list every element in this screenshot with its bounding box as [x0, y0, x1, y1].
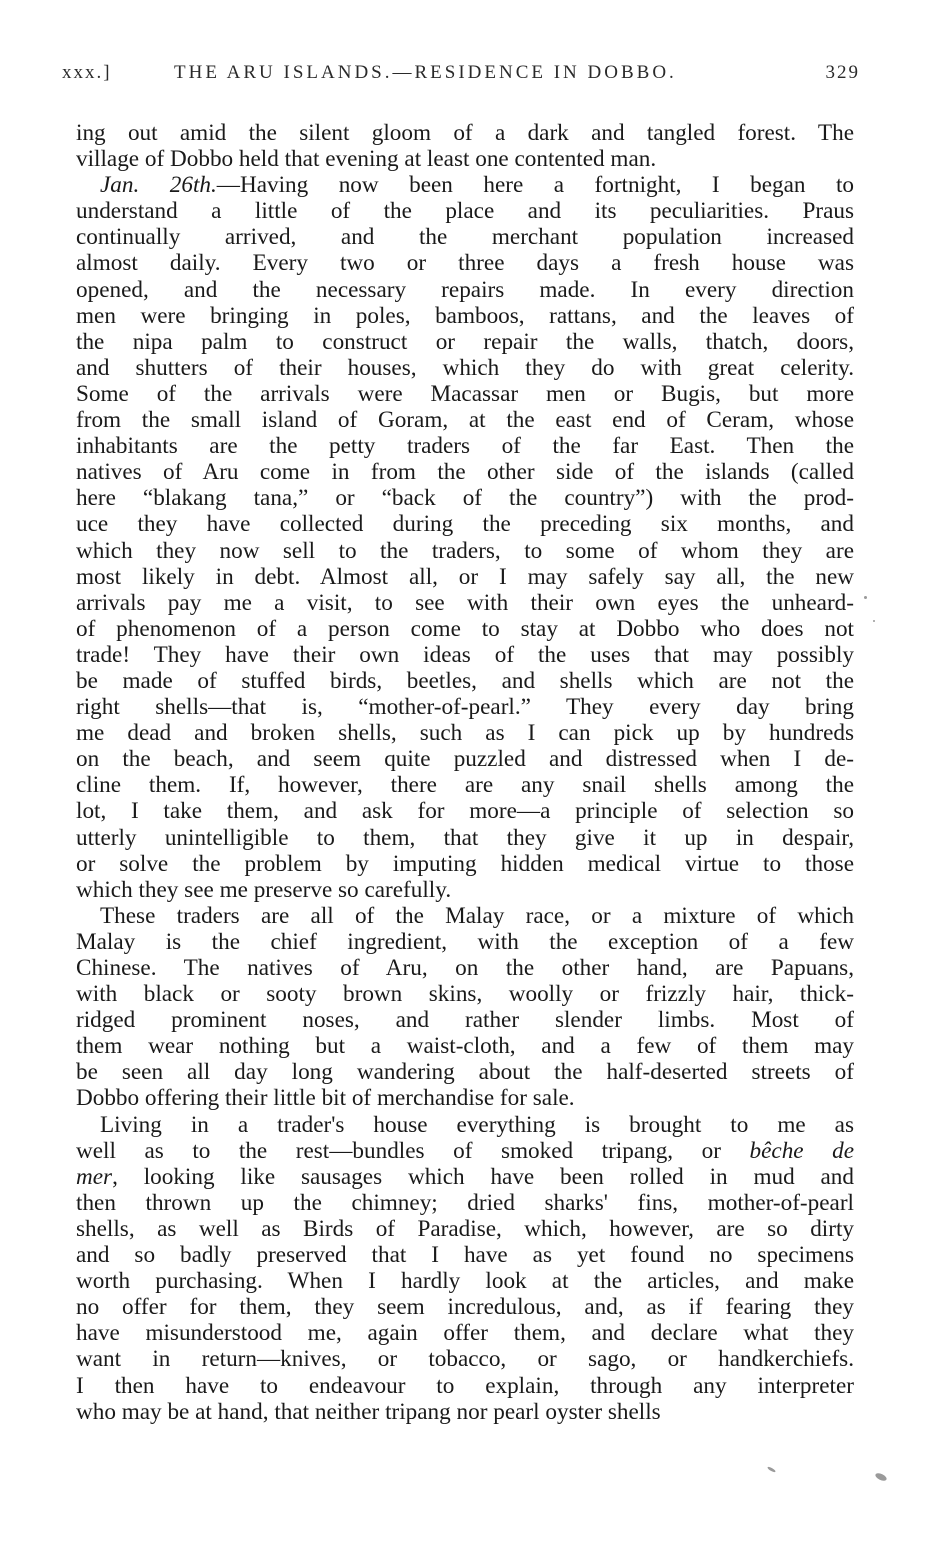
text-line: lot, I take them, and ask for more—a principle of selection so [76, 798, 854, 825]
print-speck [864, 596, 867, 599]
print-speck [874, 1472, 887, 1483]
running-title: THE ARU ISLANDS.—RESIDENCE IN DOBBO. [174, 62, 677, 83]
text-line: have misunderstood me, again offer them, and declare what they [76, 1320, 854, 1347]
chapter-marker: xxx.] [62, 62, 112, 83]
text-line: worth purchasing. When I hardly look at the articles, and make [76, 1268, 854, 1295]
text-line: no offer for them, they seem incredulous, and, as if fearing they [76, 1294, 854, 1321]
text-line: ridged prominent noses, and rather slender limbs. Most of [76, 1007, 854, 1034]
text-line: be seen all day long wandering about the half-deserted streets of [76, 1059, 854, 1086]
text-line: which they now sell to the traders, to some of whom they are [76, 537, 854, 564]
text-line: Some of the arrivals were Macassar men or Bugis, but more [76, 380, 854, 407]
text-line: be made of stuffed birds, beetles, and shells which are not the [76, 667, 854, 694]
text-line: utterly unintelligible to them, that they give it up in despair, [76, 824, 854, 851]
text-line: the nipa palm to construct or repair the walls, thatch, doors, [76, 328, 854, 355]
text-line: most likely in debt. Almost all, or I may safely say all, the new [76, 563, 854, 590]
text-line: continually arrived, and the merchant population increased [76, 224, 854, 251]
text-line: trade! They have their own ideas of the uses that may possibly [76, 641, 854, 668]
text-line: men were bringing in poles, bamboos, rattans, and the leaves of [76, 302, 854, 329]
text-line: Jan. 26th.—Having now been here a fortnight, I began to [100, 172, 854, 199]
text-line: Chinese. The natives of Aru, on the other hand, are Papuans, [76, 955, 854, 981]
print-speck [873, 620, 875, 622]
text-line: right shells—that is, “mother-of-pearl.” They every day bring [76, 694, 854, 721]
text-line: of phenomenon of a person come to stay at Dobbo who does not [76, 615, 854, 642]
text-line: and shutters of their houses, which they do with great celerity. [76, 354, 854, 381]
text-line: me dead and broken shells, such as I can pick up by hundreds [76, 720, 854, 747]
print-speck [767, 1466, 776, 1473]
running-head [62, 62, 860, 92]
text-line: or solve the problem by imputing hidden medical virtue to those [76, 850, 854, 877]
text-line: village of Dobbo held that evening at least one contented man. [76, 146, 657, 173]
text-line: then thrown up the chimney; dried sharks' fins, mother-of-pearl [76, 1189, 854, 1216]
text-line: with black or sooty brown skins, woolly or frizzly hair, thick- [76, 981, 854, 1008]
text-line: mer, looking like sausages which have been rolled in mud and [76, 1163, 854, 1190]
text-line: arrivals pay me a visit, to see with their own eyes the unheard- [76, 589, 854, 616]
text-line: natives of Aru come in from the other side of the islands (called [76, 459, 854, 486]
text-line: cline them. If, however, there are any snail shells among the [76, 772, 854, 799]
text-line: on the beach, and seem quite puzzled and distressed when I de- [76, 746, 854, 773]
text-line: shells, as well as Birds of Paradise, which, however, are so dirty [76, 1215, 854, 1242]
text-line: inhabitants are the petty traders of the far East. Then the [76, 433, 854, 460]
text-line: who may be at hand, that neither tripang nor pearl oyster shells [76, 1398, 661, 1425]
text-line: ing out amid the silent gloom of a dark and tangled forest. The [76, 120, 854, 146]
body-text [76, 120, 854, 1425]
text-line: uce they have collected during the preceding six months, and [76, 511, 854, 538]
text-line: and so badly preserved that I have as yet found no specimens [76, 1242, 854, 1269]
text-line: want in return—knives, or tobacco, or sago, or handkerchiefs. [76, 1346, 854, 1373]
text-line: Living in a trader's house everything is brought to me as [100, 1111, 854, 1138]
page-number: 329 [825, 62, 860, 83]
text-line: I then have to endeavour to explain, through any interpreter [76, 1372, 854, 1399]
text-line: them wear nothing but a waist-cloth, and a few of them may [76, 1033, 854, 1060]
text-line: Dobbo offering their little bit of merchandise for sale. [76, 1085, 575, 1112]
text-line: understand a little of the place and its peculiarities. Praus [76, 198, 854, 225]
text-line: well as to the rest—bundles of smoked tripang, or bêche de [76, 1137, 855, 1164]
text-line: Malay is the chief ingredient, with the exception of a few [76, 928, 854, 955]
text-line: here “blakang tana,” or “back of the country”) with the prod- [76, 485, 854, 512]
text-line: which they see me preserve so carefully. [76, 876, 452, 903]
text-line: from the small island of Goram, at the east end of Ceram, whose [76, 407, 854, 434]
text-line: These traders are all of the Malay race, or a mixture of which [100, 902, 854, 929]
text-line: almost daily. Every two or three days a fresh house was [76, 250, 854, 277]
text-line: opened, and the necessary repairs made. In every direction [76, 276, 854, 303]
